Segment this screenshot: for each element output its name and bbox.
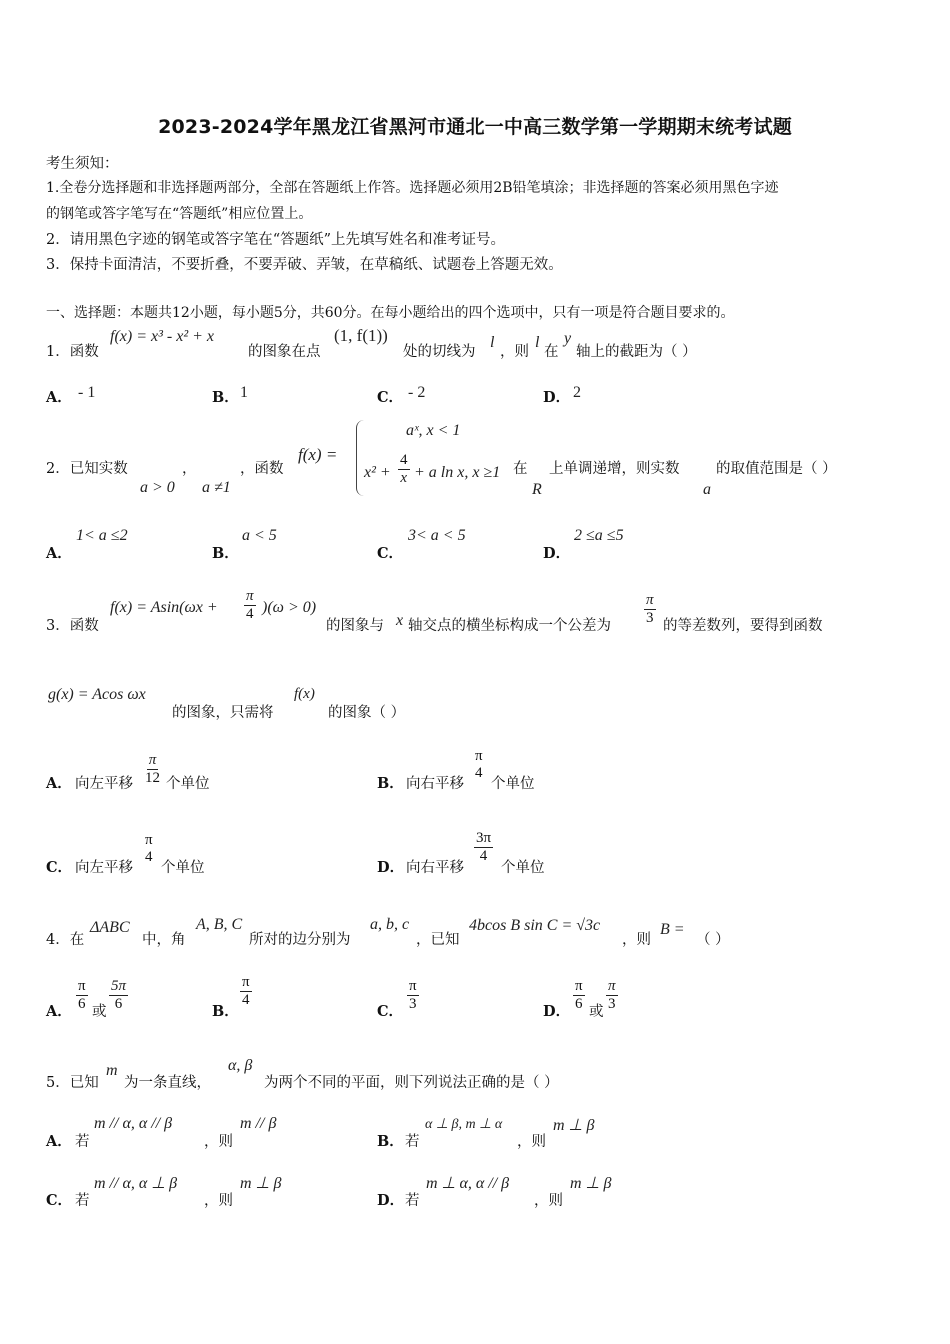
q3-text-4: 的图象，只需将 [172,705,274,721]
q5-option-a-label: A． [46,1133,72,1150]
q2-piece-2b: + a ln x, x ≥1 [414,464,501,481]
q1-text-2: 处的切线为 [403,344,476,360]
q3-number: 3．函数 [46,618,99,634]
q2-frac-num: 4 [398,452,410,470]
q4-c-n1: π [407,978,419,996]
q2-number: 2．已知实数 [46,461,128,477]
q3-text-1: 的图象与 [326,618,384,634]
q3-c-num: π [145,832,153,848]
notice-line-1b: 的钢笔或答字笔写在“答题纸”相应位置上。 [46,206,313,222]
q5-text-2: 为两个不同的平面，则下列说法正确的是（ ） [264,1075,559,1091]
q5-option-c-mid: ，则 [204,1193,233,1209]
q4-number: 4．在 [46,932,85,948]
q4-d-n2: π [606,978,618,996]
q5-text-1: 为一条直线， [124,1075,211,1091]
q4-text-2: 所对的边分别为 [249,932,351,948]
q2-option-a-label: A． [46,545,72,562]
q3-option-a-post: 个单位 [166,776,210,792]
q2-text-2: 上单调递增，则实数 [549,461,680,477]
q1-option-d-value: 2 [573,384,581,401]
q3-text-3: 的等差数列，要得到函数 [663,618,823,634]
q2-option-b-value: a < 5 [242,527,277,544]
q3-b-num: π [475,748,483,764]
q3-function-fraction [244,588,256,624]
q4-sides: a, b, c [370,916,410,933]
q4-option-d-fraction-2 [606,978,618,1014]
q5-option-d-label: D． [377,1192,405,1209]
q3-option-c-post: 个单位 [161,860,205,876]
q1-option-c-value: - 2 [408,384,426,401]
q4-option-c-fraction [407,978,419,1014]
q4-triangle: ΔABC [90,919,130,936]
q1-option-b-value: 1 [240,384,248,401]
q3-text-5: 的图象（ ） [328,705,406,721]
q5-option-c-label: C． [46,1192,73,1209]
q2-condition-2: a ≠1 [202,479,231,496]
q1-l: l [490,334,495,351]
q4-option-a-fraction-1 [76,978,88,1014]
q2-comma-1: ， [182,461,197,477]
q3-x: x [396,612,404,629]
q3-function-b: )(ω > 0) [262,599,317,616]
q5-option-b-mid: ，则 [517,1134,546,1150]
q5-option-a-pre: 若 [75,1134,90,1150]
q3-func-frac-num: π [244,588,256,606]
q1-text-3: ，则 [500,344,529,360]
q5-option-d-pre: 若 [405,1193,420,1209]
piecewise-brace [356,420,365,496]
q5-option-d-mid: ，则 [534,1193,563,1209]
q3-option-a-fraction [143,752,162,788]
q3-d-num: 3π [474,830,493,848]
q4-a-n1: π [76,978,88,996]
q4-option-d-fraction-1 [573,978,585,1014]
q1-option-a-label: A． [46,389,72,406]
q4-option-b-fraction [240,974,252,1010]
q4-a-n2: 5π [109,978,128,996]
page-title: 2023-2024学年黑龙江省黑河市通北一中高三数学第一学期期末统考试题 [158,116,792,138]
notice-heading: 考生须知： [46,156,119,172]
q5-option-b-result: m ⊥ β [553,1117,595,1134]
q4-option-c-label: C． [377,1003,404,1020]
q3-option-c-pre: 向左平移 [75,860,133,876]
q3-c-den: 4 [145,849,153,866]
q4-option-a-label: A． [46,1003,72,1020]
q3-option-b-fraction [473,748,485,783]
q3-a-num: π [147,752,159,770]
q2-option-c-value: 3< a < 5 [408,527,466,544]
q2-piece-2-fraction [398,452,410,488]
q2-condition-1: a > 0 [140,479,175,496]
q2-option-a-value: 1< a ≤2 [76,527,128,544]
q2-option-c-label: C． [377,545,404,562]
q3-option-a-pre: 向左平移 [75,776,133,792]
section-heading: 一、选择题：本题共12小题，每小题5分，共60分。在每小题给出的四个选项中，只有一项是符合题目要求的。 [46,305,735,321]
q4-option-d-label: D． [543,1003,571,1020]
q2-option-d-label: D． [543,545,571,562]
q1-text-5: 轴上的截距为（ ） [576,344,697,360]
q4-d-n1: π [573,978,585,996]
q2-frac-den: x [400,470,408,487]
q5-option-b-condition: α ⊥ β, m ⊥ α [425,1117,503,1132]
q5-option-c-pre: 若 [75,1193,90,1209]
q4-a-d2: 6 [114,996,123,1013]
q3-function-a: f(x) = Asin(ωx + [110,599,218,616]
q3-option-b-post: 个单位 [491,776,535,792]
q5-option-d-condition: m ⊥ α, α // β [426,1175,510,1192]
q3-option-d-fraction [474,830,493,866]
q3-fx: f(x) [294,686,315,702]
q4-text-1: 中，角 [142,932,186,948]
q2-R: R [532,481,542,498]
q1-text-1: 的图象在点 [248,344,321,360]
q3-diff-num: π [644,592,656,610]
q3-difference-fraction [644,592,656,628]
q3-option-d-post: 个单位 [501,860,545,876]
q3-option-c-label: C． [46,859,73,876]
q2-piece-2a: x² + [364,464,391,481]
q4-option-a-or: 或 [92,1004,107,1020]
q5-number: 5．已知 [46,1075,99,1091]
q1-point: (1, f(1)) [334,326,388,345]
q1-option-c-label: C． [377,389,404,406]
q4-a-d1: 6 [78,996,86,1013]
notice-line-1a: 1.全卷分选择题和非选择题两部分，全部在答题纸上作答。选择题必须用2B铅笔填涂；非选择题的答案必须用黑色字迹 [46,180,779,196]
q4-angles: A, B, C [196,916,243,933]
q5-option-b-label: B． [377,1133,404,1150]
q1-function: f(x) = x³ - x² + x [110,328,215,345]
q1-option-b-label: B． [212,389,239,406]
q4-c-d1: 3 [409,996,417,1013]
notice-line-3: 3．保持卡面清洁，不要折叠，不要弄破、弄皱，在草稿纸、试题卷上答题无效。 [46,257,563,273]
q4-B: B = [660,921,685,938]
q2-text-1: ，函数 [240,461,284,477]
q5-option-d-result: m ⊥ β [570,1175,612,1192]
q4-option-b-label: B． [212,1003,239,1020]
notice-line-2: 2．请用黑色字迹的钢笔或答字笔在“答题纸”上先填写姓名和准考证号。 [46,232,506,248]
q3-a-den: 12 [145,770,160,787]
q3-b-den: 4 [475,765,483,782]
q3-text-2: 轴交点的横坐标构成一个公差为 [408,618,611,634]
q2-text-3: 的取值范围是（ ） [716,461,837,477]
q2-in: 在 [513,461,528,477]
q3-d-den: 4 [479,848,488,865]
q5-m: m [106,1062,118,1079]
q3-diff-den: 3 [646,610,654,627]
q3-option-d-label: D． [377,859,405,876]
q3-func-frac-den: 4 [246,606,254,623]
q5-planes: α, β [228,1057,253,1074]
q4-option-d-or: 或 [589,1004,604,1020]
q5-option-c-result: m ⊥ β [240,1175,282,1192]
q4-b-n1: π [240,974,252,992]
q4-equation: 4bcos B sin C = √3c [469,917,601,934]
q4-text-5: （ ） [696,932,730,948]
q3-option-d-pre: 向右平移 [406,860,464,876]
q5-option-a-condition: m // α, α // β [94,1115,173,1132]
q5-option-a-result: m // β [240,1115,277,1132]
q2-piece-1: aˣ, x < 1 [406,422,461,439]
q4-d-d2: 3 [608,996,616,1013]
q1-y: y [564,330,572,347]
q1-option-a-value: - 1 [78,384,96,401]
q3-g-function: g(x) = Acos ωx [48,686,146,703]
q3-option-b-pre: 向右平移 [406,776,464,792]
q5-option-b-pre: 若 [405,1134,420,1150]
q1-option-d-label: D． [543,389,571,406]
q4-option-a-fraction-2 [109,978,128,1014]
q1-number: 1．函数 [46,344,99,360]
q4-text-3: ，已知 [416,932,460,948]
q3-option-b-label: B． [377,775,404,792]
q2-option-d-value: 2 ≤a ≤5 [574,527,624,544]
q5-option-a-mid: ，则 [204,1134,233,1150]
q1-l-2: l [535,334,540,351]
q1-text-4: 在 [544,344,559,360]
q2-fx: f(x) = [298,445,338,464]
q2-option-b-label: B． [212,545,239,562]
q4-d-d1: 6 [575,996,583,1013]
q4-text-4: ，则 [622,932,651,948]
q4-b-d1: 4 [242,992,250,1009]
q3-option-a-label: A． [46,775,72,792]
q2-a: a [703,481,711,498]
q5-option-c-condition: m // α, α ⊥ β [94,1175,178,1192]
q3-option-c-fraction [143,832,155,867]
